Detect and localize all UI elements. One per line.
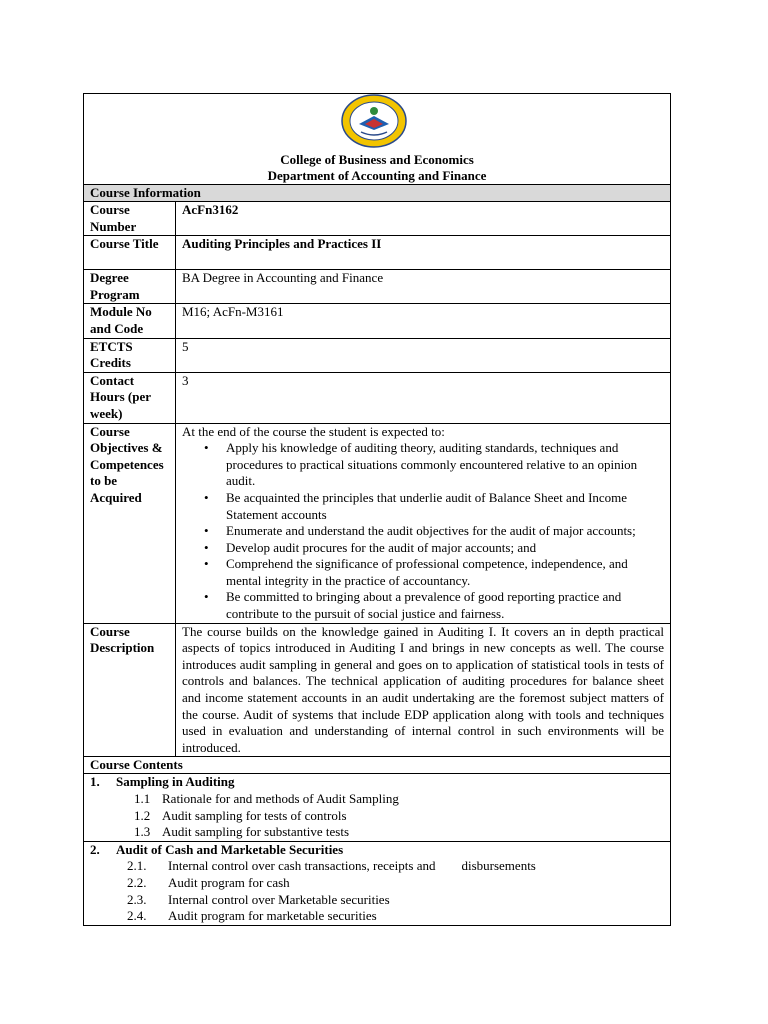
course-title-value: Auditing Principles and Practices II [182,236,382,252]
topic-title-text: Audit of Cash and Marketable Securities [116,841,344,857]
topic-number: 1. [90,774,100,790]
objectives-row [84,424,670,624]
list-item: • Apply his knowledge of auditing theory, auditing standards, techniques and procedures to practical situations commonly encountered relative to an opinion audit. [226,440,664,490]
degree-program-row [84,270,670,304]
department-name: Department of Accounting and Finance [267,168,487,183]
topic-number: 2. [90,841,100,857]
subtopic-text: Audit sampling for substantive tests [162,824,350,840]
subtopic [90,824,664,841]
subtopic-number: 1.2 [134,807,151,823]
subtopic [90,908,664,925]
course-contents-heading: Course Contents [84,757,670,774]
subtopic [90,892,664,909]
row-label: Course Description [84,624,176,757]
subtopic-number: 2.1. [127,858,147,874]
content-topic [84,842,670,925]
college-name: College of Business and Economics [280,152,474,167]
subtopic [90,808,664,825]
row-label: Course Objectives & Competences to be Acquired [84,424,176,623]
list-item: • Comprehend the significance of professional competence, independence, and mental integrity in the practice of accountancy. [226,556,664,589]
list-item: • Be acquainted the principles that underlie audit of Balance Sheet and Income Statement accounts [226,490,664,523]
subtopic [90,858,664,875]
row-label: Contact Hours (per week) [84,373,176,423]
description-text: The course builds on the knowledge gained in Auditing I. It covers an in depth practical aspects of topics introduced in Auditing I and brings in new concepts as well. The course introduces audit sampling in general and goes on to application of statistical tools in tests of controls and balances. The technical application of auditing procedures for balance sheet and income statement accounts in an audit undertaking are the foremost subject matters of the course. Audit of systems that include EDP application along with tools and techniques used in evaluation and understanding of internal control in such environments will be introduced. [182,623,664,755]
description-row [84,624,670,758]
module-row [84,304,670,338]
module-value: M16; AcFn-M3161 [182,304,284,320]
course-syllabus-table [83,93,671,926]
subtopic-text: Internal control over cash transactions, receipts and disbursements [168,858,536,874]
subtopic [90,791,664,808]
objectives-intro: At the end of the course the student is expected to: [182,423,445,439]
subtopic-text: Rationale for and methods of Audit Sampling [162,791,399,806]
topic-title-text: Sampling in Auditing [116,774,235,790]
topic-title [90,842,664,859]
content-topic [84,774,670,841]
row-label: Course Number [84,202,176,235]
objectives-content [176,424,670,623]
course-number-row [84,202,670,236]
subtopic-number: 2.2. [127,874,147,890]
credits-value: 5 [182,338,189,354]
topic-title [90,774,664,791]
subtopic-number: 2.3. [127,891,147,907]
contact-hours-value: 3 [182,372,189,388]
credits-row [84,339,670,373]
row-label: Module No and Code [84,304,176,337]
list-item: • Enumerate and understand the audit objectives for the audit of major accounts; [226,523,664,540]
course-number-value: AcFn3162 [182,202,239,217]
row-label: Course Title [84,236,176,269]
document-header [84,94,670,185]
degree-program-value: BA Degree in Accounting and Finance [182,270,384,286]
list-item: • Be committed to bringing about a prevalence of good reporting practice and contribute to the pursuit of social justice and fairness. [226,589,664,622]
subtopic-number: 1.1 [134,791,151,806]
course-information-heading: Course Information [84,185,670,202]
objectives-list [182,440,664,623]
subtopic [90,875,664,892]
list-item: • Develop audit procures for the audit of major accounts; and [226,540,664,557]
subtopic-number: 2.4. [127,908,147,924]
subtopic-text: Internal control over Marketable securities [168,891,390,907]
subtopic-text: Audit sampling for tests of controls [162,807,347,823]
course-title-row [84,236,670,270]
row-label: Degree Program [84,270,176,303]
subtopic-text: Audit program for cash [168,874,290,890]
subtopic-number: 1.3 [134,824,151,840]
contact-hours-row [84,373,670,424]
university-logo-icon [339,94,409,148]
row-label: ETCTS Credits [84,339,176,372]
subtopic-text: Audit program for marketable securities [168,908,377,924]
